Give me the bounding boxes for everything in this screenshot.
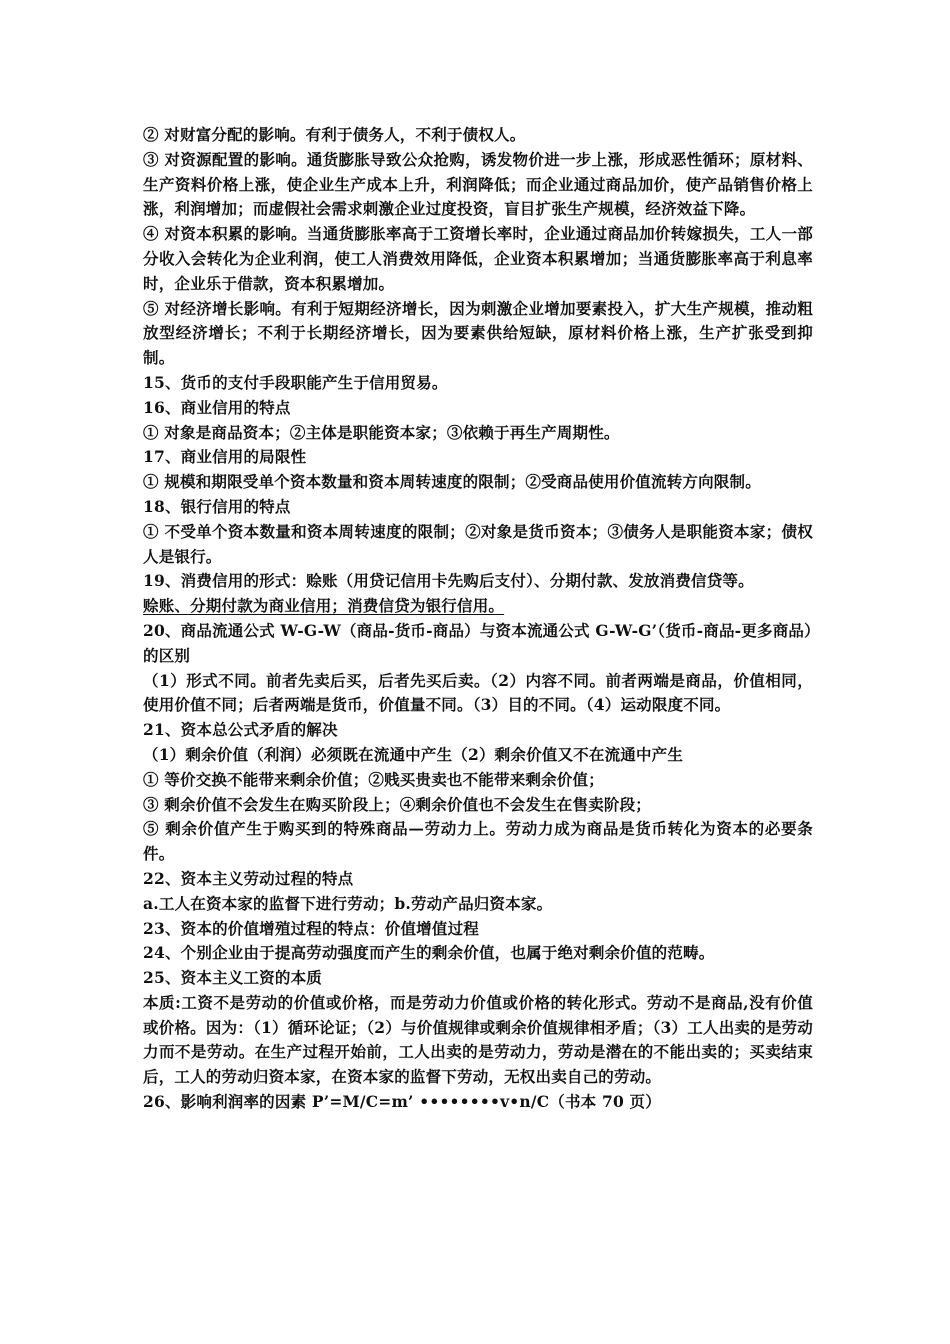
paragraph-21-line-1: （1）剩余价值（利润）必须既在流通中产生（2）剩余价值又不在流通中产生 — [143, 744, 684, 764]
heading-24: 24、个别企业由于提高劳动强度而产生的剩余价值，也属于绝对剩余价值的范畴。 — [143, 943, 715, 963]
paragraph-capital-accumulation: ④ 对资本积累的影响。当通货膨胀率高于工资增长率时，企业通过商品加价转嫁损失，工人一部分收入会转化为企业利润，使工人消费效用降低，企业资本积累增加；当通货膨胀率高于利息率时，企业乐于借款，资本积累增加。 — [143, 224, 813, 293]
paragraph-resource-allocation: ③ 对资源配置的影响。通货膨胀导致公众抢购，诱发物价进一步上涨，形成恶性循环；原材料、生产资料价格上涨，使企业生产成本上升，利润降低；而企业通过商品加价，使产品销售价格上涨，利润增加；而虚假社会需求刺激企业过度投资，盲目扩张生产规模，经济效益下降。 — [143, 149, 813, 219]
paragraph-25-content: 本质:工资不是劳动的价值或价格，而是劳动力价值或价格的转化形式。劳动不是商品,没有价值或价格。因为：（1）循环论证；（2）与价值规律或剩余价值规律相矛盾；（3）工人出卖的是劳动力而不是劳动。在生产过程开始前，工人出卖的是劳动力，劳动是潜在的不能出卖的；买卖结束后，工人的劳动归资本家，在资本家的监督下劳动，无权出卖自己的劳动。 — [143, 992, 813, 1087]
heading-15: 15、货币的支付手段职能产生于信用贸易。 — [143, 372, 448, 392]
heading-18: 18、银行信用的特点 — [143, 496, 291, 516]
paragraph-20-content: （1）形式不同。前者先卖后买，后者先买后卖。（2）内容不同。前者两端是商品，价值相同，使用价值不同；后者两端是货币，价值量不同。（3）目的不同。（4）运动限度不同。 — [143, 670, 813, 715]
heading-22: 22、资本主义劳动过程的特点 — [143, 868, 354, 888]
paragraph-21-line-2: ① 等价交换不能带来剩余价值；②贱买贵卖也不能带来剩余价值； — [143, 769, 604, 789]
paragraph-19-underlined: 赊账、分期付款为商业信用；消费信贷为银行信用。 — [143, 596, 505, 616]
document-page — [143, 123, 813, 1115]
paragraph-economic-growth: ⑤ 对经济增长影响。有利于短期经济增长，因为刺激企业增加要素投入，扩大生产规模，推动粗放型经济增长；不利于长期经济增长，因为要素供给短缺，原材料价格上涨，生产扩张受到抑制。 — [143, 298, 813, 368]
paragraph-22-content: a.工人在资本家的监督下进行劳动；b.劳动产品归资本家。 — [143, 893, 553, 913]
heading-26: 26、影响利润率的因素 P’=M/C=m’ ••••••••v•n/C（书本 70 页） — [143, 1092, 661, 1112]
heading-23: 23、资本的价值增殖过程的特点：价值增值过程 — [143, 918, 479, 938]
heading-21: 21、资本总公式矛盾的解决 — [143, 720, 338, 740]
heading-20: 20、商品流通公式 W-G-W（商品-货币-商品）与资本流通公式 G-W-G’（货币-商品-更多商品）的区别 — [143, 620, 813, 665]
paragraph-21-line-3: ③ 剩余价值不会发生在购买阶段上；④剩余价值也不会发生在售卖阶段； — [143, 794, 651, 814]
paragraph-21-line-4: ⑤ 剩余价值产生于购买到的特殊商品—劳动力上。劳动力成为商品是货币转化为资本的必要条件。 — [143, 819, 813, 864]
paragraph-wealth-distribution: ② 对财富分配的影响。有利于债务人，不利于债权人。 — [143, 125, 526, 144]
heading-25: 25、资本主义工资的本质 — [143, 968, 322, 988]
paragraph-17-content: ① 规模和期限受单个资本数量和资本周转速度的限制；②受商品使用价值流转方向限制。 — [143, 472, 761, 492]
heading-17: 17、商业信用的局限性 — [143, 447, 307, 467]
paragraph-16-content: ① 对象是商品资本；②主体是职能资本家；③依赖于再生产周期性。 — [143, 422, 620, 442]
heading-19: 19、消费信用的形式：赊账（用贷记信用卡先购后支付）、分期付款、发放消费信贷等。 — [143, 571, 754, 591]
paragraph-18-content: ① 不受单个资本数量和资本周转速度的限制；②对象是货币资本；③债务人是职能资本家；债权人是银行。 — [143, 521, 813, 566]
heading-16: 16、商业信用的特点 — [143, 397, 291, 417]
